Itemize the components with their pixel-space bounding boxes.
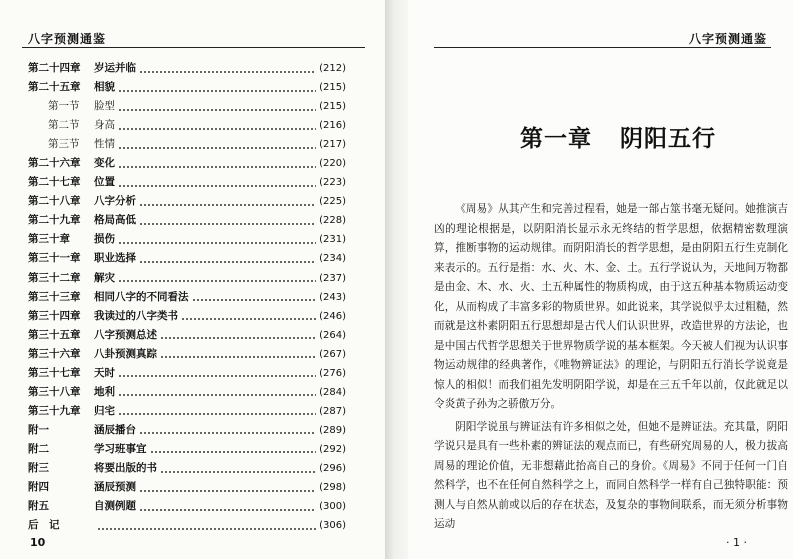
- toc-entry-page: (212): [319, 63, 346, 74]
- toc-leader-dots: [139, 223, 316, 225]
- toc-entry: [28, 308, 346, 327]
- header-rule-right: [434, 47, 771, 48]
- toc-entry-title: 将要出版的书: [94, 461, 157, 474]
- toc-entry-page: (267): [319, 348, 346, 360]
- toc-entry-page: (228): [319, 215, 346, 227]
- toc-leader-dots: [139, 71, 316, 73]
- toc-entry-number: 第三十一章: [28, 252, 81, 265]
- chapter-label: 第一章: [520, 125, 592, 152]
- toc-entry: [28, 155, 346, 174]
- toc-entry-number: 第二十七章: [28, 176, 81, 189]
- toc-leader-dots: [118, 280, 316, 282]
- toc-entry-page: (220): [319, 158, 346, 170]
- toc-entry-title: 相貌: [94, 81, 115, 94]
- toc-entry-number: 第三十二章: [28, 271, 81, 284]
- toc-entry-page: (287): [319, 405, 346, 417]
- toc-entry-number: 第三节: [48, 138, 80, 151]
- toc-entry: [28, 422, 346, 441]
- toc-entry-page: (215): [319, 82, 346, 94]
- toc-entry-page: (223): [319, 177, 346, 189]
- toc-entry: [28, 460, 346, 479]
- body-paragraph-2: 阴阳学说虽与辨证法有许多相似之处，但她不是辨证法。充其量，阴阳学说只是具有一些朴素的辨证法的观点而已，有些研究周易的人，极力拔高周易的理论价值，无非想藉此抬高自己的身价。《周易》不同于任何一门自然科学，也不在任何自然科学之上，而同自然科学一样有自己独特职能：预测人与自然从前或以后的存在状态，及复杂的事物间联系，而无须分析事物运动: [434, 420, 788, 530]
- toc-entry-page: (246): [319, 310, 346, 322]
- toc-entry-title: 解灾: [94, 271, 115, 284]
- header-rule-left: [22, 47, 365, 48]
- toc-entry: [28, 193, 346, 212]
- toc-entry: [28, 117, 346, 136]
- toc-entry: [28, 384, 346, 403]
- toc-entry: [28, 289, 346, 308]
- toc-entry-number: 后 记: [28, 519, 60, 532]
- toc-entry-number: 附五: [28, 500, 49, 513]
- toc-entry-page: (298): [319, 482, 346, 494]
- toc-entry-title: 职业选择: [94, 252, 136, 265]
- toc-leader-dots: [118, 128, 316, 130]
- toc-entry-page: (217): [319, 139, 346, 151]
- toc-entry: [28, 327, 346, 346]
- table-of-contents: [28, 60, 346, 536]
- toc-entry-number: 第三十九章: [28, 404, 81, 417]
- toc-leader-dots: [139, 509, 316, 511]
- toc-leader-dots: [160, 356, 316, 358]
- toc-entry-page: (306): [319, 520, 346, 532]
- toc-entry-title: 八字预测总述: [94, 328, 157, 341]
- toc-entry: [28, 79, 346, 98]
- toc-entry-title: 学习班事宜: [94, 442, 147, 455]
- toc-entry: [28, 517, 346, 536]
- toc-leader-dots: [192, 299, 317, 301]
- toc-entry-number: 第三十五章: [28, 328, 81, 341]
- toc-entry: [28, 403, 346, 422]
- toc-entry-page: (300): [319, 501, 346, 513]
- toc-leader-dots: [139, 261, 316, 263]
- toc-leader-dots: [118, 166, 316, 168]
- toc-leader-dots: [139, 490, 316, 492]
- toc-entry-number: 第三十四章: [28, 309, 81, 322]
- toc-entry: [28, 346, 346, 365]
- toc-leader-dots: [118, 242, 316, 244]
- toc-entry: [28, 365, 346, 384]
- toc-entry-page: (284): [319, 386, 346, 398]
- toc-leader-dots: [150, 451, 317, 453]
- toc-entry-page: (264): [319, 329, 346, 341]
- left-page: [0, 0, 385, 559]
- toc-entry: [28, 174, 346, 193]
- toc-entry-page: (243): [319, 291, 346, 303]
- toc-entry-page: (296): [319, 462, 346, 474]
- toc-leader-dots: [139, 432, 316, 434]
- toc-entry-title: 天时: [94, 366, 115, 379]
- toc-entry-title: 归宅: [94, 404, 115, 417]
- toc-entry-page: (292): [319, 443, 346, 455]
- toc-entry: [28, 441, 346, 460]
- toc-entry-page: (215): [319, 101, 346, 113]
- toc-entry-number: 第二十四章: [28, 62, 81, 74]
- toc-entry-number: 第三十章: [28, 233, 70, 246]
- toc-leader-dots: [118, 147, 316, 149]
- toc-entry: [28, 270, 346, 289]
- page-number-left: 10: [30, 536, 46, 549]
- toc-entry-title: 身高: [94, 119, 115, 132]
- toc-entry-number: 第二十六章: [28, 157, 81, 170]
- toc-entry-page: (237): [319, 272, 346, 284]
- toc-entry-page: (216): [319, 120, 346, 132]
- toc-entry-title: 自测例题: [94, 500, 136, 513]
- toc-entry-title: 损伤: [94, 233, 115, 246]
- toc-entry: [28, 231, 346, 250]
- toc-entry: [28, 498, 346, 517]
- body-paragraph-1: 《周易》从其产生和完善过程看，她是一部占筮书毫无疑问。她推演吉凶的理论根据是，以阴阳消长显示永无终结的哲学思想，依据精密数理演算，推断事物的运动规律。而阴阳消长的哲学思想，是由阴阳五行生克制化来表示的。五行是指：水、火、木、金、土。五行学说认为，天地间万物都是由金、木、水、火、土五种属性的物质构成，由于这五种基本物质运动变化，从而构成了丰富多彩的物质世界。如此说来，其学说似乎太过粗糙，然而就是这朴素阴阳五行思想却是古代人们认识世界，改造世界的方法论，也是中国古代哲学思想关于世界物质学说的基本框架。今天被人们视为认识事物运动规律的经典著作，《唯物辨证法》的理论，与阴阳五行消长学说竟是惊人的相似！而我们祖先发明阴阳学说，却是在三五千年以前，仅此就足以令炎黄子孙为之骄傲万分。: [434, 203, 788, 410]
- toc-entry: [28, 212, 346, 231]
- toc-entry-title: 脸型: [94, 100, 115, 113]
- running-head-right: 八字预测通鉴: [688, 32, 767, 46]
- toc-leader-dots: [118, 413, 316, 415]
- page-number-right: · 1 ·: [726, 536, 747, 549]
- toc-entry-title: 性情: [94, 138, 115, 151]
- toc-leader-dots: [160, 337, 316, 339]
- chapter-heading: [520, 120, 716, 153]
- toc-entry-page: (276): [319, 367, 346, 379]
- toc-entry-number: 第二十八章: [28, 195, 81, 208]
- book-gutter: [385, 0, 408, 559]
- toc-entry-number: 附三: [28, 461, 49, 474]
- toc-leader-dots: [97, 528, 316, 530]
- toc-entry-page: (234): [319, 253, 346, 265]
- toc-entry-title: 八卦预测真踪: [94, 347, 157, 360]
- toc-entry-number: 第三十七章: [28, 366, 81, 379]
- toc-entry-title: 涵辰预测: [94, 481, 136, 494]
- toc-entry: [28, 479, 346, 498]
- toc-entry-number: 第三十八章: [28, 385, 81, 398]
- toc-entry-number: 附一: [28, 423, 49, 436]
- toc-leader-dots: [139, 204, 316, 206]
- toc-entry-title: 岁运并临: [94, 62, 136, 74]
- toc-entry-title: 地利: [94, 385, 115, 398]
- toc-leader-dots: [118, 109, 316, 111]
- toc-entry-number: 第三十六章: [28, 347, 81, 360]
- right-page: [408, 0, 793, 559]
- toc-entry-page: (225): [319, 196, 346, 208]
- toc-entry-title: 相同八字的不同看法: [94, 290, 189, 303]
- toc-entry-number: 第二十五章: [28, 81, 81, 94]
- toc-entry-number: 第二节: [48, 119, 80, 132]
- chapter-title: 阴阳五行: [620, 125, 716, 152]
- toc-entry-number: 第二十九章: [28, 214, 81, 227]
- toc-leader-dots: [118, 375, 316, 377]
- running-head-left: 八字预测通鉴: [28, 32, 107, 46]
- chapter-body: [434, 200, 788, 535]
- toc-entry-number: 第三十三章: [28, 290, 81, 303]
- toc-leader-dots: [181, 318, 316, 320]
- toc-leader-dots: [118, 90, 316, 92]
- toc-entry-page: (289): [319, 424, 346, 436]
- toc-entry-title: 格局高低: [94, 214, 136, 227]
- toc-entry-title: 八字分析: [94, 195, 136, 208]
- toc-entry-number: 第一节: [48, 100, 80, 113]
- toc-entry: [28, 250, 346, 269]
- toc-entry-title: 我读过的八字类书: [94, 309, 178, 322]
- toc-leader-dots: [160, 471, 316, 473]
- toc-entry-title: 涵辰播台: [94, 423, 136, 436]
- toc-entry-number: 附二: [28, 442, 49, 455]
- toc-entry-page: (231): [319, 234, 346, 246]
- toc-entry-title: 位置: [94, 176, 115, 189]
- toc-entry-title: 变化: [94, 157, 115, 170]
- toc-entry: [28, 60, 346, 79]
- toc-entry-number: 附四: [28, 481, 49, 494]
- toc-entry: [28, 136, 346, 155]
- toc-entry: [28, 98, 346, 117]
- toc-leader-dots: [118, 394, 316, 396]
- toc-leader-dots: [118, 185, 316, 187]
